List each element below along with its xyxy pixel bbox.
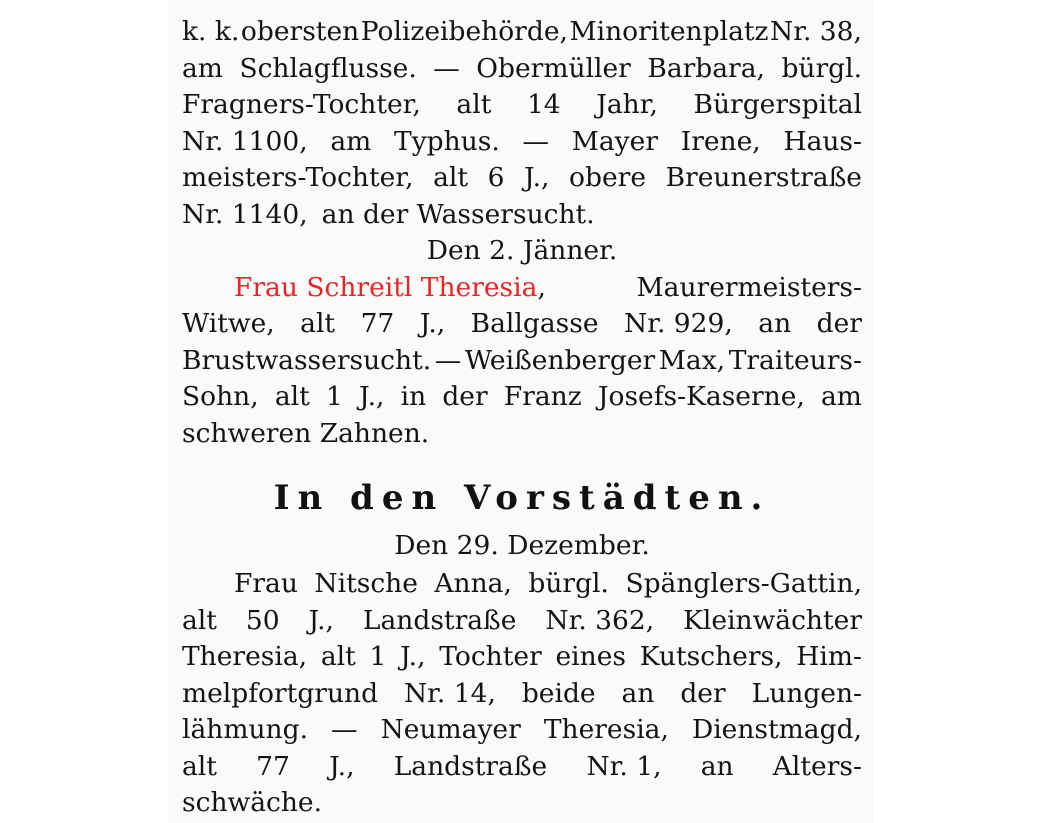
word: Polizeibehörde, bbox=[360, 16, 568, 47]
text-line bbox=[182, 566, 862, 603]
block-1 bbox=[182, 14, 862, 233]
word: bürgl. bbox=[528, 568, 609, 599]
word: der bbox=[680, 677, 726, 709]
word: Irene, bbox=[680, 125, 761, 157]
word: 14 bbox=[526, 89, 561, 120]
highlight-text: Frau Schreitl Theresia bbox=[234, 271, 538, 303]
word: am bbox=[821, 381, 862, 412]
word: an der Wassersucht. bbox=[321, 198, 595, 230]
text-line bbox=[182, 14, 862, 51]
word: alt bbox=[320, 641, 356, 672]
word: Nr. 1100, bbox=[182, 125, 308, 157]
word: obersten bbox=[240, 16, 360, 47]
word: Dienstmagd, bbox=[691, 714, 862, 745]
word: meisters-Tochter, bbox=[182, 162, 414, 193]
word: , bbox=[537, 271, 546, 303]
text-line bbox=[182, 785, 862, 822]
word: der bbox=[816, 308, 862, 339]
word: J., bbox=[524, 162, 550, 193]
word: Witwe, bbox=[182, 308, 275, 339]
word: Typhus. bbox=[394, 125, 500, 157]
word: alt bbox=[182, 750, 217, 782]
word: Frau bbox=[234, 568, 298, 599]
text-line bbox=[182, 749, 862, 786]
word: Spänglers-Gattin, bbox=[625, 568, 862, 599]
word: Weißenberger bbox=[464, 344, 656, 376]
text-line bbox=[182, 416, 862, 453]
word: der bbox=[442, 381, 488, 412]
word: Barbara, bbox=[647, 52, 765, 84]
text-line bbox=[182, 51, 862, 88]
text-line bbox=[182, 676, 862, 713]
word: Nr. 362, bbox=[545, 604, 655, 636]
word: Maurermeisters- bbox=[636, 271, 862, 303]
word: Obermüller bbox=[476, 52, 631, 84]
word: k. k. bbox=[182, 16, 240, 47]
word: — bbox=[331, 714, 358, 745]
word: in bbox=[400, 381, 427, 412]
word: Brustwassersucht. bbox=[182, 344, 432, 376]
date-heading bbox=[182, 233, 862, 270]
word: 50 bbox=[245, 604, 280, 636]
word: schweren Zahnen. bbox=[182, 417, 430, 449]
word: Bürgerspital bbox=[693, 89, 862, 120]
word: Nr. 38, bbox=[770, 16, 862, 47]
text-line bbox=[182, 712, 862, 749]
word: alt bbox=[182, 604, 217, 636]
article-text bbox=[182, 14, 862, 822]
word: beide bbox=[521, 677, 596, 709]
word: eines bbox=[555, 641, 626, 672]
word: Alters- bbox=[772, 750, 862, 782]
word: alt bbox=[274, 381, 310, 412]
text-line bbox=[182, 379, 862, 416]
word: Theresia, bbox=[182, 641, 308, 672]
text-line bbox=[182, 270, 862, 307]
word: — bbox=[434, 344, 462, 376]
word: 1 bbox=[325, 381, 343, 412]
highlighted-name bbox=[234, 270, 546, 307]
word: Franz bbox=[503, 381, 582, 412]
text-line bbox=[182, 343, 862, 380]
word: Max, bbox=[658, 344, 726, 376]
text-line bbox=[182, 197, 862, 234]
word: alt bbox=[456, 89, 492, 120]
word: am bbox=[330, 125, 372, 157]
date-text: Den 29. Dezember. bbox=[394, 530, 650, 561]
word: Landstraße bbox=[393, 750, 548, 782]
text-line bbox=[182, 87, 862, 124]
word: Nr. 1140, bbox=[182, 198, 308, 230]
text-line bbox=[182, 603, 862, 640]
word: an bbox=[700, 750, 734, 782]
word: Nr. 1, bbox=[586, 750, 662, 782]
word: Neumayer bbox=[380, 714, 521, 745]
word: J., bbox=[419, 308, 446, 339]
word: Traiteurs- bbox=[728, 344, 862, 376]
block-2 bbox=[182, 270, 862, 453]
word: Kutschers, bbox=[639, 641, 783, 672]
word: Theresia, bbox=[543, 714, 669, 745]
word: Landstraße bbox=[362, 604, 517, 636]
word: Breunerstraße bbox=[665, 162, 862, 193]
word: Sohn, bbox=[182, 381, 259, 412]
word: Josefs-Kaserne, bbox=[597, 381, 805, 412]
section-heading: In den Vorstädten. bbox=[273, 478, 771, 518]
word: an bbox=[758, 308, 792, 339]
word: alt bbox=[300, 308, 336, 339]
word: Anna, bbox=[434, 568, 512, 599]
word: J., bbox=[329, 750, 355, 782]
word: J., bbox=[308, 604, 334, 636]
word: Ballgasse bbox=[470, 308, 599, 339]
word: Nitsche bbox=[314, 568, 418, 599]
word: Kleinwächter bbox=[683, 604, 862, 636]
word: Schlagflusse. bbox=[239, 52, 417, 84]
word: schwäche. bbox=[182, 787, 323, 818]
word: J., bbox=[359, 381, 385, 412]
text-line bbox=[182, 124, 862, 161]
word: 1 bbox=[369, 641, 387, 672]
word: am bbox=[182, 52, 223, 84]
word: alt bbox=[433, 162, 469, 193]
word: — bbox=[433, 52, 460, 84]
word: 77 bbox=[256, 750, 290, 782]
text-line bbox=[182, 306, 862, 343]
word: Lungen- bbox=[751, 677, 862, 709]
word: melpfortgrund bbox=[182, 677, 379, 709]
date-heading bbox=[182, 526, 862, 566]
word: Jahr, bbox=[596, 89, 658, 120]
block-3 bbox=[182, 566, 862, 822]
word: Haus- bbox=[783, 125, 862, 157]
word: 77 bbox=[360, 308, 395, 339]
word: J., bbox=[400, 641, 426, 672]
date-text: Den 2. Jänner. bbox=[426, 235, 618, 266]
word: Fragners-Tochter, bbox=[182, 89, 421, 120]
text-line bbox=[182, 160, 862, 197]
text-line bbox=[182, 639, 862, 676]
word: — bbox=[522, 125, 550, 157]
word: Mayer bbox=[571, 125, 659, 157]
word: Minoritenplatz bbox=[569, 16, 769, 47]
word: Nr. 929, bbox=[624, 308, 733, 339]
word: 6 bbox=[487, 162, 505, 193]
word: bürgl. bbox=[781, 52, 862, 84]
word: Tochter bbox=[439, 641, 542, 672]
word: obere bbox=[569, 162, 646, 193]
word: Nr. 14, bbox=[403, 677, 496, 709]
word: lähmung. bbox=[182, 714, 308, 745]
word: Him- bbox=[796, 641, 862, 672]
word: an bbox=[621, 677, 655, 709]
